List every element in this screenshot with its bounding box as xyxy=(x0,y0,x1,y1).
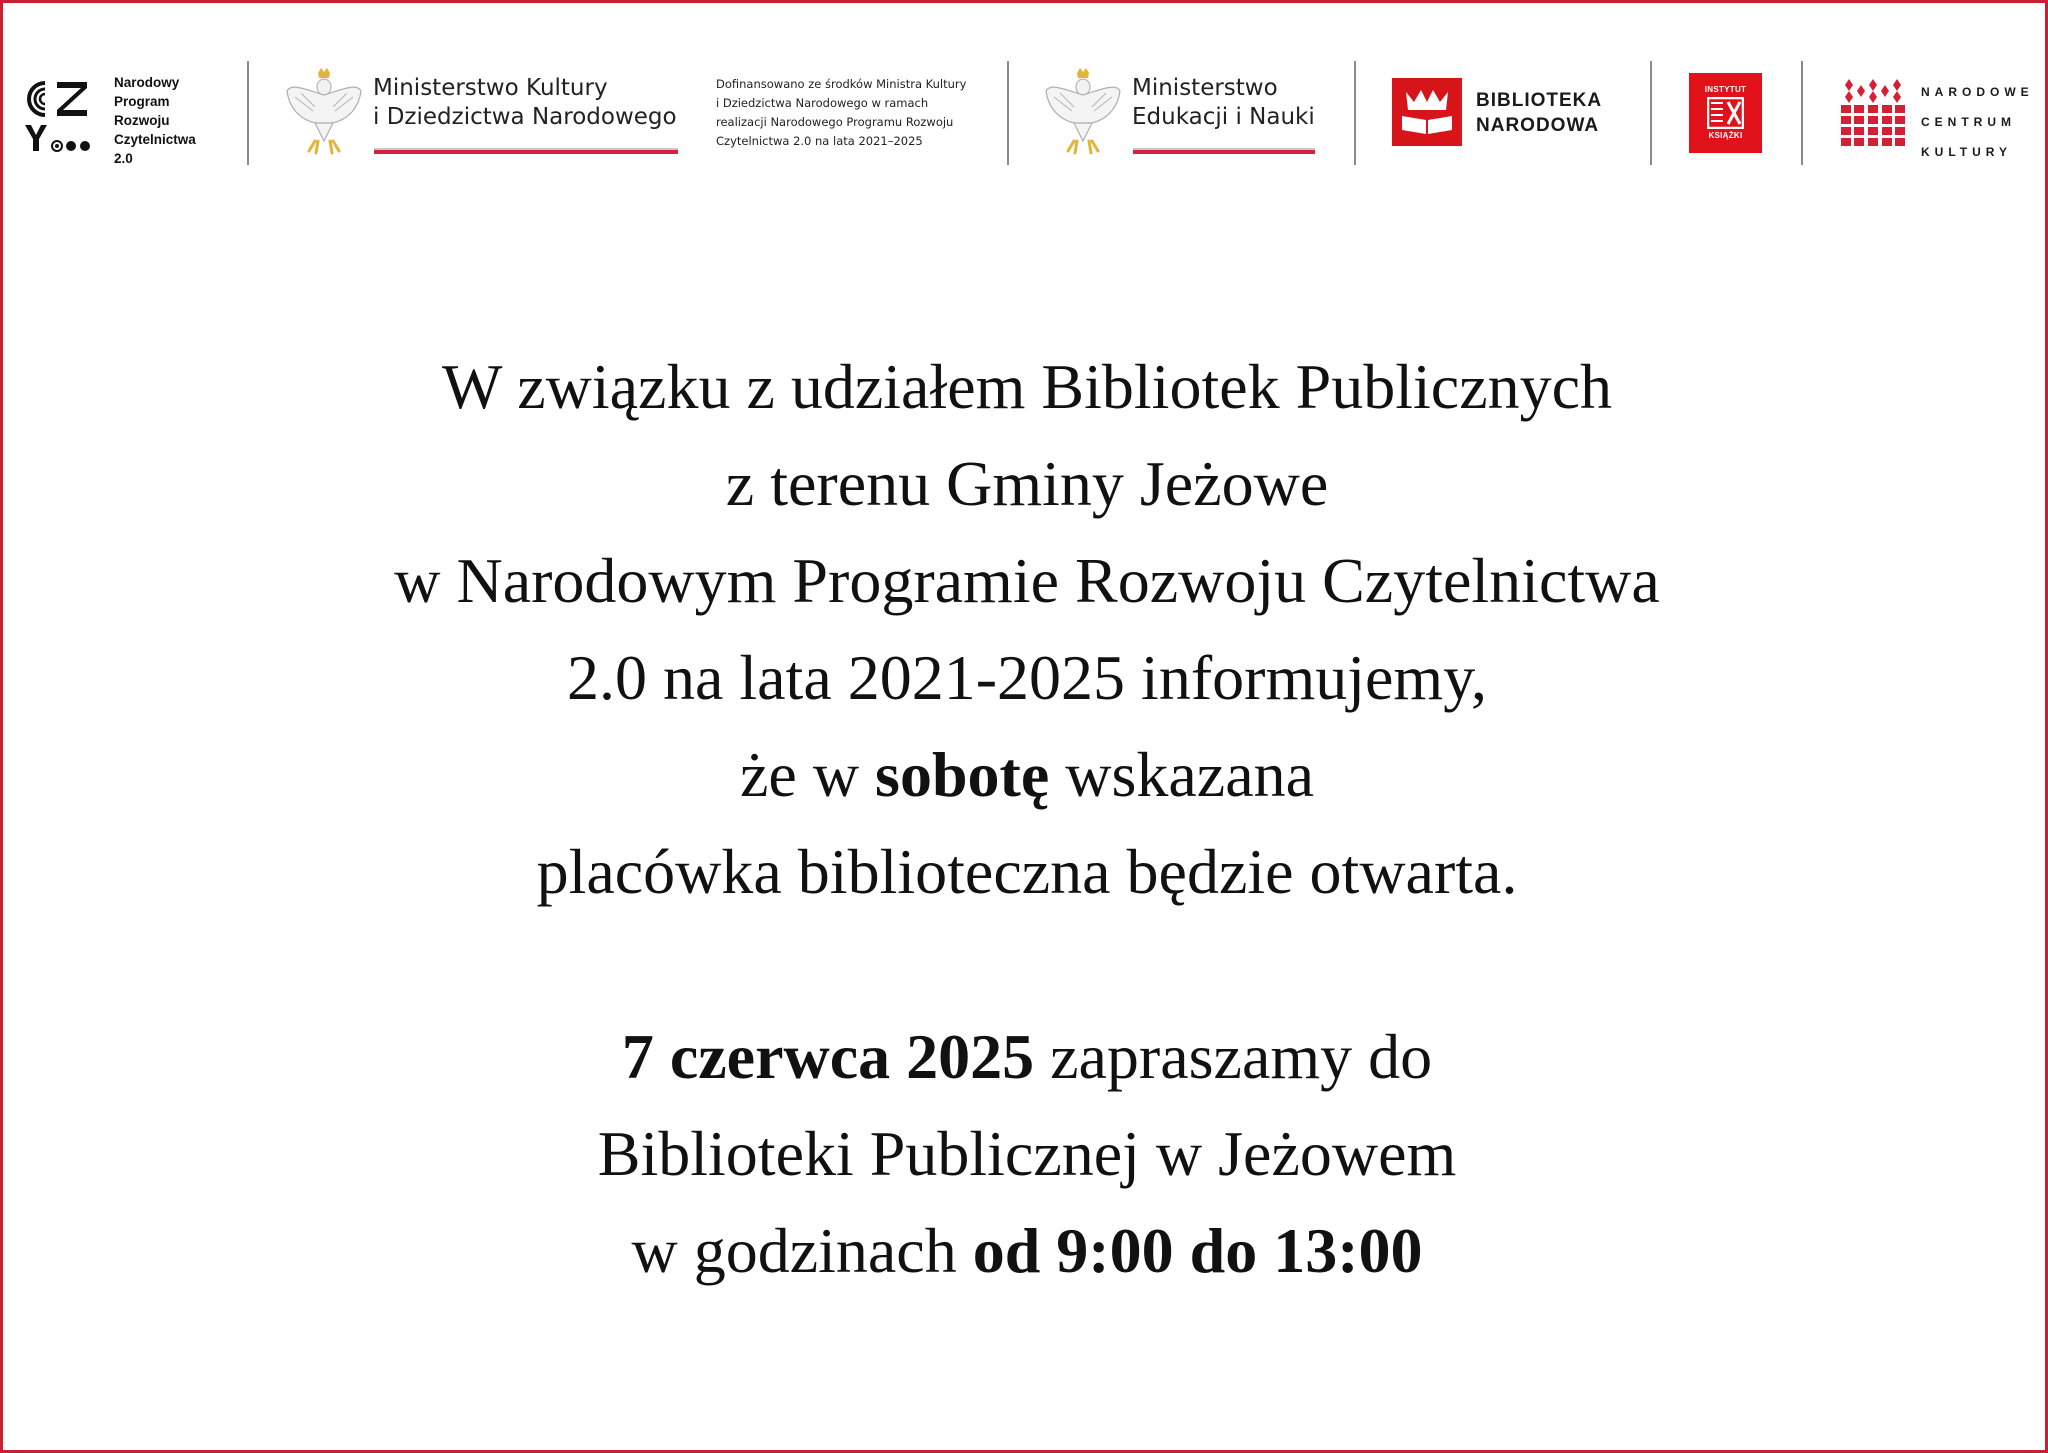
nprcz-line: Czytelnictwa xyxy=(114,132,196,147)
polish-flag-bar xyxy=(1133,148,1315,154)
announcement-line: z terenu Gminy Jeżowe xyxy=(725,448,1329,519)
mkidn-line: Ministerstwo Kultury xyxy=(373,75,608,101)
polish-flag-bar xyxy=(374,148,678,154)
mein-line: Ministerstwo xyxy=(1132,75,1278,101)
polish-eagle-icon xyxy=(1044,67,1122,155)
nprcz-line: Rozwoju xyxy=(114,113,170,128)
ik-line: KSIĄŻKI xyxy=(1708,131,1743,140)
paragraph-gap xyxy=(3,920,2048,1008)
text-fragment: wskazana xyxy=(1049,739,1314,810)
day-emphasis: sobotę xyxy=(875,739,1050,810)
polish-eagle-icon xyxy=(285,67,363,155)
bn-line: BIBLIOTEKA xyxy=(1476,90,1603,111)
funding-line: Dofinansowano ze środków Ministra Kultury xyxy=(716,77,967,91)
announcement-line xyxy=(3,726,2048,823)
nprcz-mark-icon xyxy=(21,77,93,155)
logo-divider xyxy=(1650,61,1652,165)
announcement-line: Biblioteki Publicznej w Jeżowem xyxy=(597,1118,1457,1189)
logo-divider xyxy=(1007,61,1009,165)
announcement-line: w Narodowym Programie Rozwoju Czytelnictwa xyxy=(394,545,1660,616)
nck-diamond-pattern-icon xyxy=(1841,79,1905,147)
logo-divider xyxy=(1354,61,1356,165)
biblioteka-narodowa-logo xyxy=(1392,78,1632,148)
announcement-line xyxy=(3,1202,2048,1299)
bn-emblem-icon xyxy=(1392,78,1462,146)
ik-book-icon xyxy=(1707,97,1744,129)
nprcz-line: 2.0 xyxy=(114,151,133,166)
bn-line: NARODOWA xyxy=(1476,115,1600,136)
bn-name xyxy=(1476,88,1602,138)
instytut-ksiazki-logo xyxy=(1689,73,1762,153)
mein-logo xyxy=(1044,67,1324,157)
text-fragment: że w xyxy=(740,739,876,810)
mkidn-line: i Dziedzictwa Narodowego xyxy=(373,104,677,130)
mkidn-logo xyxy=(285,67,685,157)
mkidn-name xyxy=(373,74,677,132)
text-fragment: zapraszamy do xyxy=(1034,1021,1433,1092)
text-fragment: w godzinach xyxy=(631,1215,973,1286)
announcement-line: W związku z udziałem Bibliotek Publicznych xyxy=(441,351,1613,422)
funding-line: i Dziedzictwa Narodowego w ramach xyxy=(716,96,929,110)
nck-logo xyxy=(1841,77,2041,159)
announcement-line: placówka biblioteczna będzie otwarta. xyxy=(536,836,1518,907)
nprcz-name xyxy=(114,73,196,168)
nprcz-line: Narodowy xyxy=(114,75,180,90)
nprcz-logo xyxy=(21,73,221,169)
funding-line: Czytelnictwa 2.0 na lata 2021–2025 xyxy=(716,134,923,148)
funding-line: realizacji Narodowego Programu Rozwoju xyxy=(716,115,954,129)
nck-line: CENTRUM xyxy=(1921,115,2016,129)
announcement-line: 2.0 na lata 2021-2025 informujemy, xyxy=(566,642,1488,713)
announcement-text xyxy=(3,338,2048,1299)
nck-line: NARODOWE xyxy=(1921,85,2034,99)
date-emphasis: 7 czerwca 2025 xyxy=(621,1021,1035,1092)
logo-divider xyxy=(1801,61,1803,165)
ik-line: INSTYTUT xyxy=(1704,85,1747,94)
hours-emphasis: od 9:00 do 13:00 xyxy=(972,1215,1423,1286)
partner-logos-bar xyxy=(3,3,2048,168)
mein-name xyxy=(1132,74,1315,132)
nprcz-line: Program xyxy=(114,94,170,109)
logo-divider xyxy=(247,61,249,165)
nck-line: KULTURY xyxy=(1921,145,2012,159)
funding-note xyxy=(716,75,986,151)
mein-line: Edukacji i Nauki xyxy=(1132,104,1315,130)
nck-name xyxy=(1921,77,2034,167)
announcement-line xyxy=(3,1008,2048,1105)
